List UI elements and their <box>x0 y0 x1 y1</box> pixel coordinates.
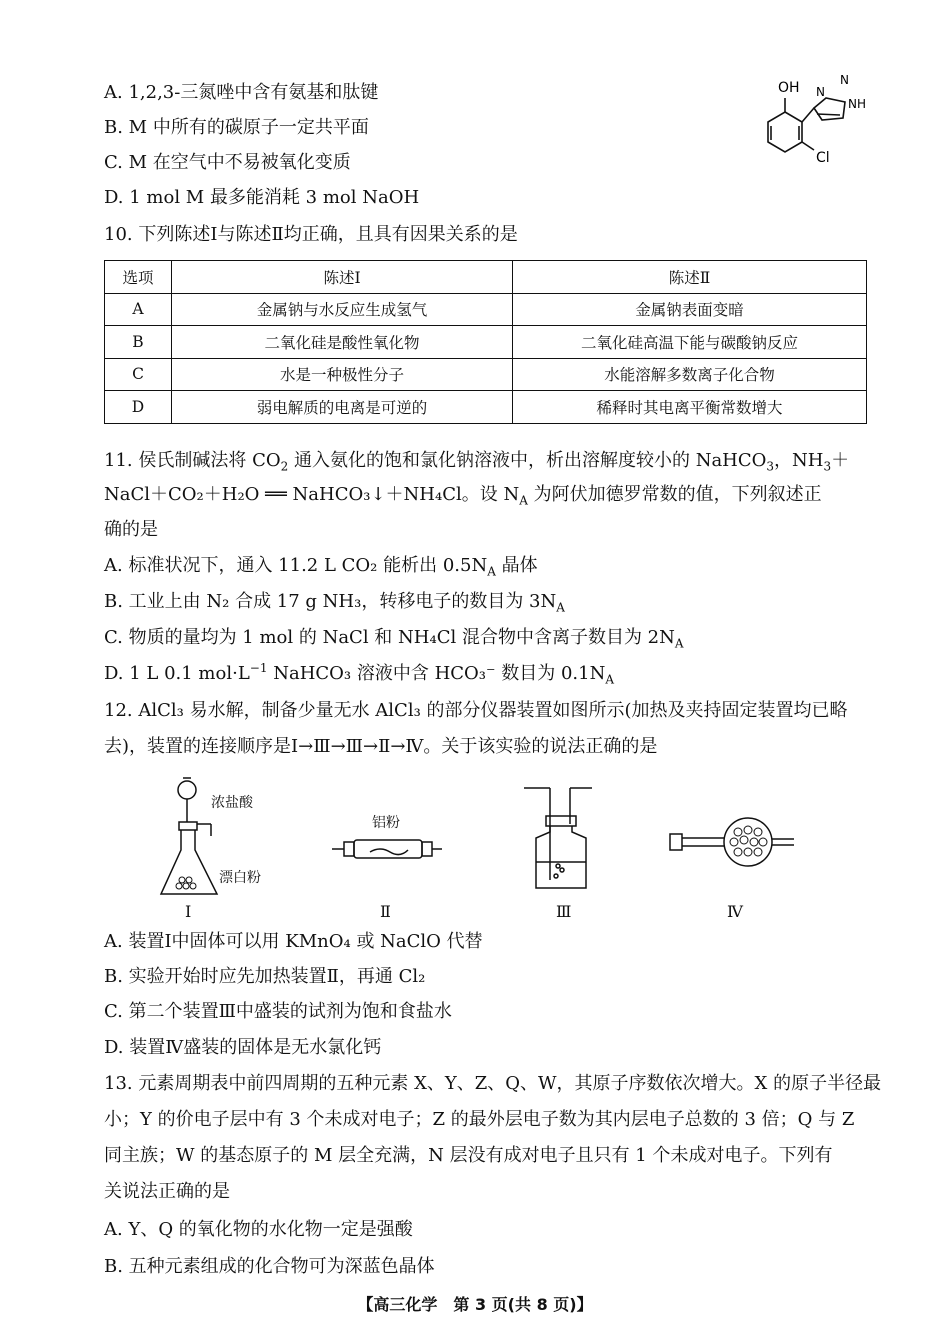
q11-option-d: D. 1 L 0.1 $mol\cdot L^{-1}$ NaHCO₃ 溶液中含 HCO₃⁻ 数目为 $0.1N_A$ <box>104 661 615 687</box>
table-cell: C <box>105 358 172 391</box>
q13-line-3: 同主族；W 的基态原子的 M 层全充满，N 层没有成对电子且只有 1 个未成对电子。下列有 <box>104 1145 833 1166</box>
nh-label: NH <box>848 97 866 111</box>
q12-option-b: B. 实验开始时应先加热装置Ⅱ，再通 Cl₂ <box>104 966 426 987</box>
apparatus-label-2: Ⅱ <box>380 902 391 921</box>
apparatus-label-3: Ⅲ <box>556 902 572 921</box>
apparatus-2-tube <box>332 832 442 866</box>
table-header-row <box>105 261 867 294</box>
table-cell: 二氧化硅是酸性氧化物 <box>172 326 513 359</box>
q10-table <box>104 260 867 424</box>
table-cell: B <box>105 326 172 359</box>
q13-line-1: 13. 元素周期表中前四周期的五种元素 X、Y、Z、Q、W，其原子序数依次增大。X 的原子半径最 <box>104 1073 882 1094</box>
header-statement-2: 陈述Ⅱ <box>513 261 867 294</box>
table-cell: D <box>105 391 172 424</box>
n2-label: N <box>840 73 849 87</box>
q13-line-2: 小；Y 的价电子层中有 3 个未成对电子；Z 的最外层电子数为其内层电子总数的 3 倍；Q 与 Z <box>104 1109 855 1130</box>
q12-line-2: 去)，装置的连接顺序是Ⅰ→Ⅲ→Ⅲ→Ⅱ→Ⅳ。关于该实验的说法正确的是 <box>104 736 658 757</box>
q10-stem: 10. 下列陈述Ⅰ与陈述Ⅱ均正确，且具有因果关系的是 <box>104 224 518 245</box>
apparatus-3-wash-bottle <box>520 780 600 895</box>
n1-label: N <box>816 85 825 99</box>
table-cell: 弱电解质的电离是可逆的 <box>172 391 513 424</box>
table-row <box>105 293 867 326</box>
table-cell: A <box>105 293 172 326</box>
q11-line-1: 11. 侯氏制碱法将 $CO_2$ 通入氨化的饱和氯化钠溶液中，析出溶解度较小的 NaHCO$_3$，$NH_3+$ <box>104 450 850 474</box>
q9-option-b: B. M 中所有的碳原子一定共平面 <box>104 117 369 138</box>
bleach-powder-label: 漂白粉 <box>219 870 261 886</box>
table-cell: 水是一种极性分子 <box>172 358 513 391</box>
oh-label: OH <box>778 80 800 96</box>
apparatus-label-1: Ⅰ <box>185 902 192 921</box>
table-cell: 二氧化硅高温下能与碳酸钠反应 <box>513 326 867 359</box>
q9-option-c: C. M 在空气中不易被氧化变质 <box>104 152 351 173</box>
q11-option-a: A. 标准状况下，通入 11.2 L CO₂ 能析出 $0.5N_A$ 晶体 <box>104 555 538 579</box>
cl-label: Cl <box>816 150 830 166</box>
q12-option-a: A. 装置Ⅰ中固体可以用 KMnO₄ 或 NaClO 代替 <box>104 931 483 952</box>
table-row <box>105 391 867 424</box>
apparatus-label-4: Ⅳ <box>727 902 743 921</box>
q12-option-c: C. 第二个装置Ⅲ中盛装的试剂为饱和食盐水 <box>104 1001 452 1022</box>
table-row <box>105 326 867 359</box>
q13-option-a: A. Y、Q 的氧化物的水化物一定是强酸 <box>104 1219 413 1240</box>
q9-option-a: A. 1,2,3-三氮唑中含有氨基和肽键 <box>104 82 379 103</box>
page-footer: 【高三化学 第 3 页(共 8 页)】 <box>357 1295 593 1314</box>
q11-option-c: C. 物质的量均为 1 mol 的 NaCl 和 NH₄Cl 混合物中含离子数目为 $2N_A$ <box>104 627 684 651</box>
apparatus-4-drying-tube <box>668 812 800 872</box>
table-row <box>105 358 867 391</box>
q12-option-d: D. 装置Ⅳ盛装的固体是无水氯化钙 <box>104 1037 382 1058</box>
q11-line-3: 确的是 <box>104 519 158 540</box>
aluminum-powder-label: 铝粉 <box>372 815 400 831</box>
q12-line-1: 12. AlCl₃ 易水解，制备少量无水 AlCl₃ 的部分仪器装置如图所示(加热及夹持固定装置均已略 <box>104 700 848 721</box>
table-cell: 金属钠与水反应生成氢气 <box>172 293 513 326</box>
table-cell: 稀释时其电离平衡常数增大 <box>513 391 867 424</box>
header-statement-1: 陈述Ⅰ <box>172 261 513 294</box>
q11-line-2: NaCl＋CO₂＋H₂O ══ NaHCO₃↓＋NH₄Cl。设 $N_A$ 为阿伏加德罗常数的值，下列叙述正 <box>104 484 822 508</box>
molecule-structure <box>750 70 870 170</box>
table-cell: 金属钠表面变暗 <box>513 293 867 326</box>
q9-option-d: D. 1 mol M 最多能消耗 3 mol NaOH <box>104 187 420 208</box>
concentrated-hcl-label: 浓盐酸 <box>211 795 253 811</box>
q11-option-b: B. 工业上由 N₂ 合成 17 g NH₃，转移电子的数目为 $3N_A$ <box>104 591 565 615</box>
table-cell: 水能溶解多数离子化合物 <box>513 358 867 391</box>
q13-option-b: B. 五种元素组成的化合物可为深蓝色晶体 <box>104 1256 435 1277</box>
q13-line-4: 关说法正确的是 <box>104 1181 230 1202</box>
header-option: 选项 <box>105 261 172 294</box>
